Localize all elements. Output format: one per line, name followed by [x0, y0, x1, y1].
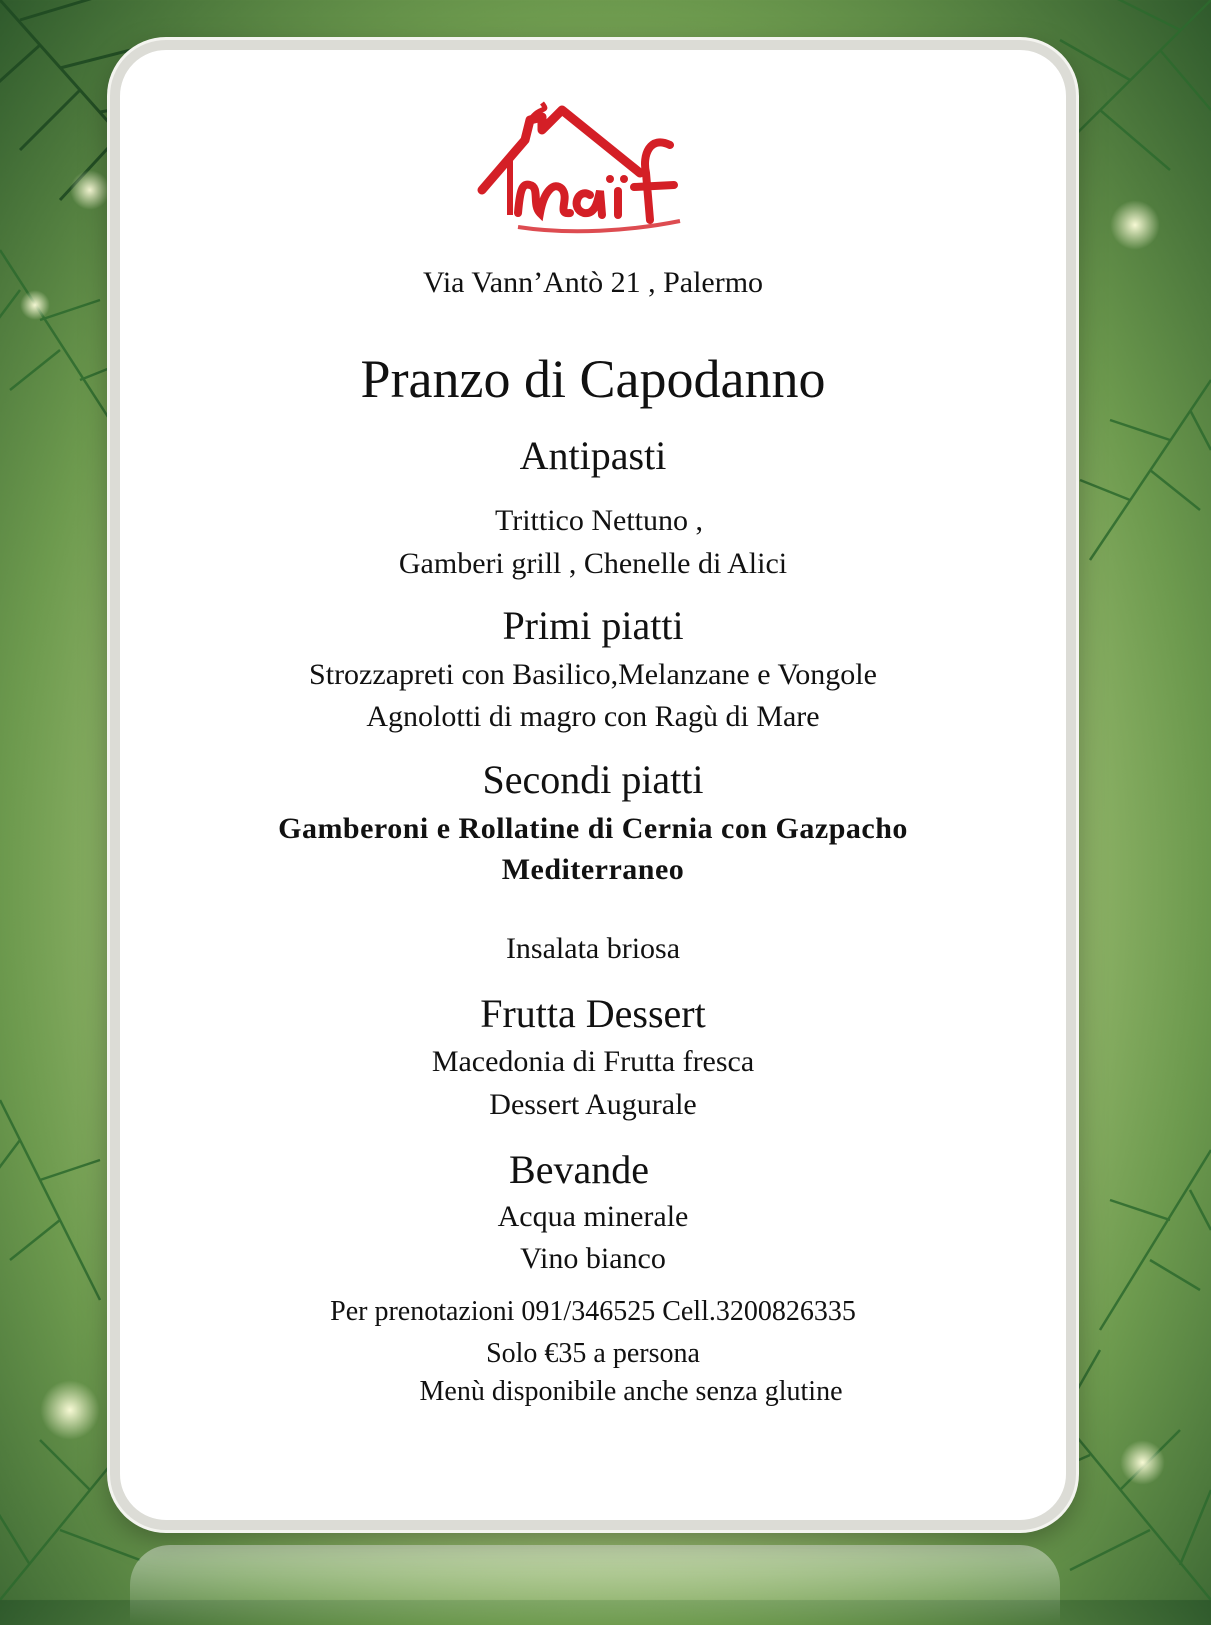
- price-info: Solo €35 a persona: [486, 1338, 700, 1369]
- section-heading-secondi: Secondi piatti: [482, 757, 704, 802]
- sparkle-light: [40, 1380, 100, 1440]
- gluten-free-note: Menù disponibile anche senza glutine: [419, 1376, 843, 1407]
- sparkle-light: [1120, 1440, 1165, 1485]
- section-heading-primi: Primi piatti: [502, 603, 684, 648]
- list-item: Macedonia di Frutta fresca: [431, 1045, 755, 1078]
- list-item: Mediterraneo: [501, 853, 685, 886]
- list-item: Vino bianco: [520, 1242, 666, 1275]
- sparkle-light: [1110, 200, 1160, 250]
- naif-logo: [470, 95, 710, 255]
- sparkle-light: [70, 170, 110, 210]
- list-item: Acqua minerale: [497, 1200, 689, 1233]
- list-item: Gamberoni e Rollatine di Cernia con Gazpacho: [278, 812, 908, 845]
- list-item: Strozzapreti con Basilico,Melanzane e Vongole: [309, 658, 877, 691]
- list-item: Insalata briosa: [505, 932, 681, 965]
- logo-label: naïf: [590, 253, 592, 254]
- booking-info: Per prenotazioni 091/346525 Cell.3200826335: [330, 1296, 856, 1327]
- sparkle-light: [20, 290, 50, 320]
- section-heading-dessert: Frutta Dessert: [480, 991, 706, 1036]
- section-heading-bevande: Bevande: [509, 1147, 649, 1192]
- list-item: Gamberi grill , Chenelle di Alici: [398, 547, 788, 580]
- menu-content: [110, 0, 1076, 1600]
- address: Via Vann’Antò 21 , Palermo: [422, 266, 764, 299]
- page-title: Pranzo di Capodanno: [360, 349, 826, 409]
- section-heading-antipasti: Antipasti: [519, 433, 667, 478]
- list-item: Agnolotti di magro con Ragù di Mare: [366, 700, 820, 733]
- list-item: Trittico Nettuno ,: [494, 504, 704, 537]
- list-item: Dessert Augurale: [489, 1088, 697, 1121]
